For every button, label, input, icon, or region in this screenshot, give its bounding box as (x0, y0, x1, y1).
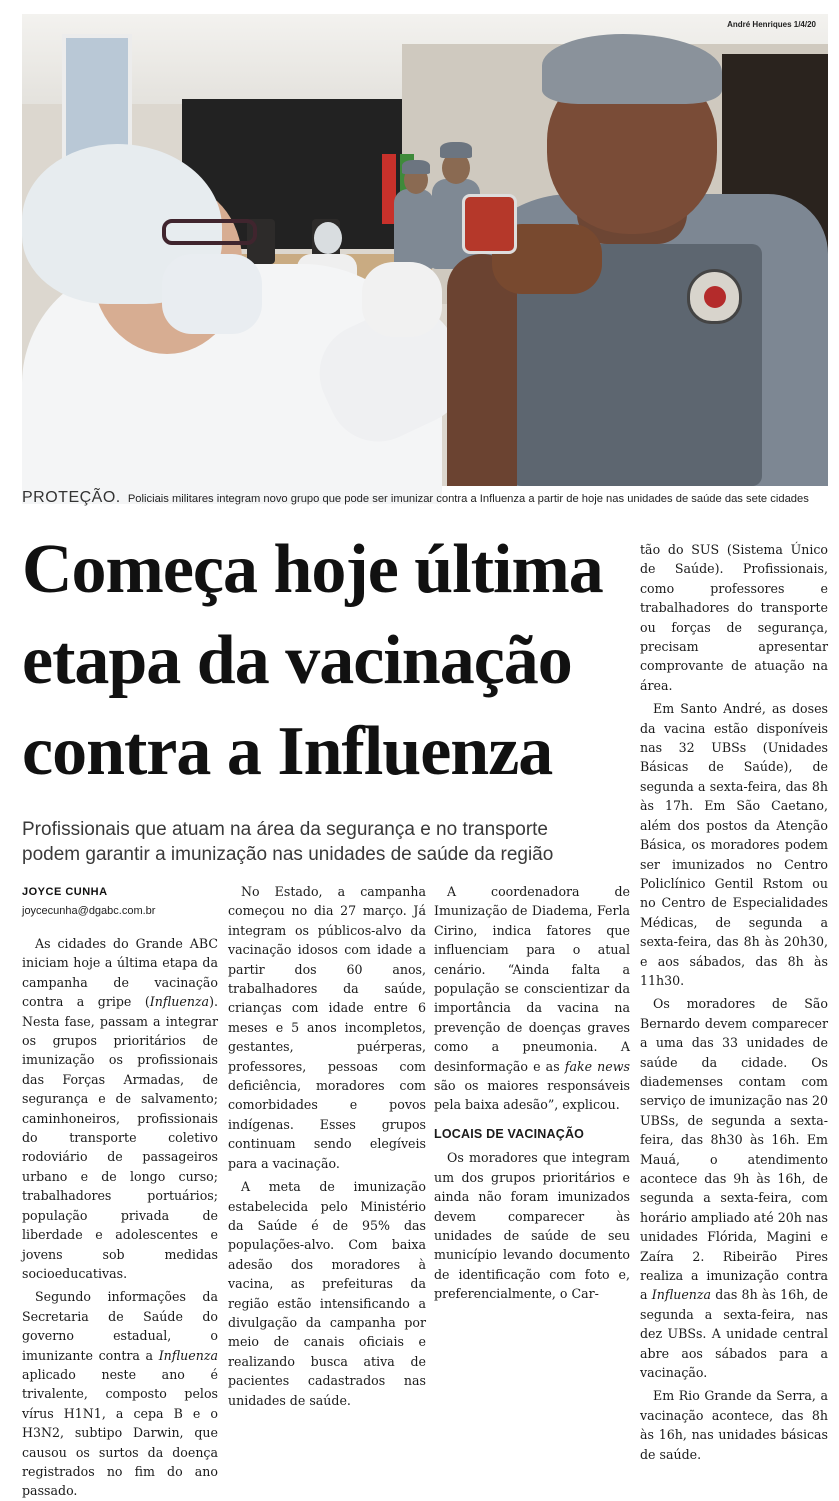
photo-nurse-glove (362, 262, 442, 337)
article-column-1 (22, 934, 218, 1499)
photo-police-badge (687, 269, 742, 324)
headline-line: etapa da vacinação (22, 622, 572, 699)
headline (22, 524, 632, 797)
caption-text: Policiais militares integram novo grupo que pode ser imunizar contra a Influenza a partir de hoje nas unidades de saúde das sete cidades (127, 493, 809, 505)
headline-line: contra a Influenza (22, 713, 553, 790)
article-paragraph: Em Rio Grande da Serra, a vacinação acontece, das 8h às 16h, nas unidades básicas de saúde. (640, 1388, 828, 1462)
article-column-4 (640, 540, 828, 1462)
article-paragraph: No Estado, a campanha começou no dia 27 março. Já integram os públicos-alvo da vacinação idosos com idade a partir dos 60 anos, trabalhadores da saúde, crianças com idade entre 6 meses e 5 anos incompletos, gestantes, puérperas, professores, pessoas com deficiência, moradores com comorbidades e povos indígenas. Esses grupos continuam sendo elegíveis para a vacinação. (228, 884, 426, 1171)
article-paragraph: tão do SUS (Sistema Único de Saúde). Profissionais, como professores e trabalhadores do transporte ou forças de segurança, precisam apresentar comprovante de atuação na área. (640, 542, 828, 693)
photo-bg-officer (394, 189, 434, 269)
photo-caption (22, 489, 828, 507)
news-photo (22, 14, 828, 486)
article-paragraph: Os moradores de São Bernardo devem comparecer a uma das 33 unidades de saúde da cidade. Os diademenses contam com serviço de imunização nas 20 UBSs, de segunda a sexta-feira, das 8h30 às 16h. Em Mauá, o atendimento acontece das 9h às 16h, de segunda a sexta-feira, com horário ampliado até 20h nas unidades Flórida, Magini e Zaíra 2. Ribeirão Pires realiza a imunização contra a Influenza das 8h às 16h, de segunda a sexta-feira, nas dez UBSs. A unidade central abre aos sábados para a vacinação. (640, 996, 828, 1381)
photo-nurse-mask (162, 254, 262, 334)
headline-line: Começa hoje última (22, 531, 603, 608)
byline-email: joycecunha@dgabc.com.br (22, 905, 156, 917)
article-paragraph: As cidades do Grande ABC iniciam hoje a última etapa da campanha de vacinação contra a gripe (Influenza). Nesta fase, passam a integrar os grupos prioritários de imunização os profissionais das Forças Armadas, de segurança e de salvamento; caminhoneiros, profissionais do transporte coletivo rodoviário de passageiros urbano e de longo curso; trabalhadores portuários; população privada de liberdade e adolescentes e jovens sob medidas socioeducativas. (22, 936, 218, 1281)
subheadline-line: podem garantir a imunização nas unidades de saúde da região (22, 844, 554, 865)
article-column-2 (228, 882, 426, 1408)
article-paragraph: A coordenadora de Imunização de Diadema, Ferla Cirino, indica fatores que influenciam para o atual cenário. “Ainda falta a população se conscientizar da importância da vacina na prevenção de doenças graves como a pneumonia. A desinformação e as fake news são os maiores responsáveis pela baixa adesão”, explicou. (434, 884, 630, 1113)
article-paragraph: Em Santo André, as doses da vacina estão disponíveis nas 32 UBSs (Unidades Básicas de Saúde), de segunda a sexta-feira, das 8h às 17h. Em São Caetano, além dos postos da Atenção Básica, os moradores podem ser imunizados no Centro Policlínico Gentil Rstom ou no Centro de Especialidades Médicas, de segunda a sexta-feira, das 8h às 20h30, e aos sábados, das 8h às 11h30. (640, 701, 828, 988)
photo-bg-officer-cap (402, 160, 430, 174)
byline-author: JOYCE CUNHA (22, 886, 108, 898)
photo-bg-officer-cap (440, 142, 472, 158)
article-paragraph: Os moradores que integram um dos grupos prioritários e ainda não foram imunizados devem comparecer às unidades de saúde de seu município levando documento de identificação com foto e, preferencialmente, o Car- (434, 1150, 630, 1302)
article-paragraph: Segundo informações da Secretaria de Saúde do governo estadual, o imunizante contra a Influenza aplicado neste ano é trivalente, composto pelos vírus H1N1, a cepa B e o H3N2, subtipo Darwin, que causou os surtos da doença registrados no fim do ano passado. (22, 1289, 218, 1499)
photo-bg-health-worker-head (314, 222, 342, 254)
caption-label: PROTEÇÃO. (22, 489, 121, 506)
section-subhead: LOCAIS DE VACINAÇÃO (434, 1126, 585, 1141)
subheadline (22, 817, 632, 867)
photo-credit: André Henriques 1/4/20 (727, 20, 816, 29)
photo-shoulder-patch (462, 194, 517, 254)
subheadline-line: Profissionais que atuam na área da segurança e no transporte (22, 819, 548, 840)
article-paragraph: A meta de imunização estabelecida pelo Ministério da Saúde é de 95% das populações-alvo. Com baixa adesão dos moradores à vacina, as prefeituras da região estão intensificando a divulgação da campanha por meio de canais oficiais e realizando busca ativa de pacientes cadastrados nas unidades de saúde. (228, 1179, 426, 1408)
photo-nurse-glasses (162, 219, 257, 245)
article-column-3 (434, 882, 630, 1334)
